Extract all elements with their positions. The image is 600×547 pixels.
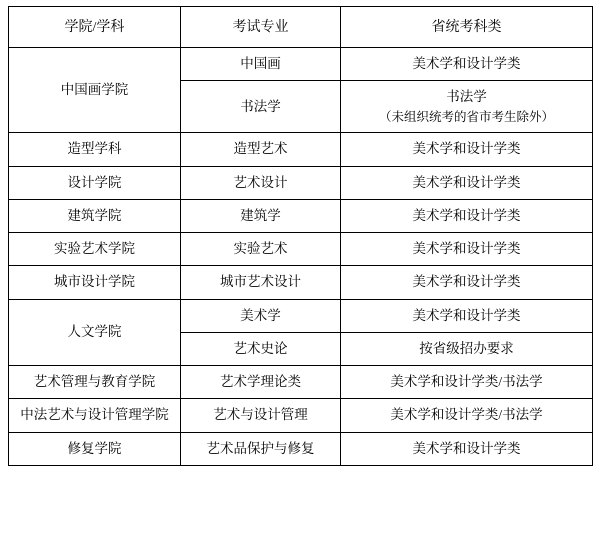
cell-major: 艺术品保护与修复 — [181, 432, 341, 465]
cell-category: 美术学和设计学类 — [341, 166, 593, 199]
table-body — [9, 48, 593, 466]
cell-category: 按省级招办要求 — [341, 332, 593, 365]
cell-college: 造型学科 — [9, 133, 181, 166]
category-line-primary: 书法学 — [446, 89, 487, 105]
cell-category: 美术学和设计学类 — [341, 432, 593, 465]
cell-major: 造型艺术 — [181, 133, 341, 166]
cell-major: 艺术设计 — [181, 166, 341, 199]
category-line-note: （未组织统考的省市考生除外） — [378, 109, 554, 124]
cell-major: 美术学 — [181, 299, 341, 332]
table-row — [9, 266, 593, 299]
cell-major: 实验艺术 — [181, 233, 341, 266]
table-row — [9, 366, 593, 399]
header-college: 学院/学科 — [9, 7, 181, 48]
cell-category: 美术学和设计学类 — [341, 133, 593, 166]
cell-category — [341, 81, 593, 133]
cell-major: 城市艺术设计 — [181, 266, 341, 299]
cell-major: 中国画 — [181, 48, 341, 81]
cell-college: 艺术管理与教育学院 — [9, 366, 181, 399]
table-row — [9, 166, 593, 199]
cell-college: 修复学院 — [9, 432, 181, 465]
table-row — [9, 133, 593, 166]
cell-major: 艺术史论 — [181, 332, 341, 365]
cell-major: 艺术与设计管理 — [181, 399, 341, 432]
cell-college: 设计学院 — [9, 166, 181, 199]
table-header — [9, 7, 593, 48]
cell-college: 城市设计学院 — [9, 266, 181, 299]
cell-major: 建筑学 — [181, 199, 341, 232]
table-header-row — [9, 7, 593, 48]
table-row — [9, 199, 593, 232]
cell-college: 建筑学院 — [9, 199, 181, 232]
table-row — [9, 299, 593, 332]
cell-category: 美术学和设计学类/书法学 — [341, 399, 593, 432]
header-category: 省统考科类 — [341, 7, 593, 48]
cell-college: 实验艺术学院 — [9, 233, 181, 266]
cell-major: 书法学 — [181, 81, 341, 133]
cell-college: 中国画学院 — [9, 48, 181, 133]
cell-category: 美术学和设计学类/书法学 — [341, 366, 593, 399]
cell-college: 中法艺术与设计管理学院 — [9, 399, 181, 432]
table-row — [9, 48, 593, 81]
table-row — [9, 432, 593, 465]
header-major: 考试专业 — [181, 7, 341, 48]
table-row — [9, 233, 593, 266]
table-row — [9, 399, 593, 432]
cell-category: 美术学和设计学类 — [341, 48, 593, 81]
cell-category: 美术学和设计学类 — [341, 233, 593, 266]
cell-college: 人文学院 — [9, 299, 181, 366]
cell-category: 美术学和设计学类 — [341, 199, 593, 232]
major-category-table — [8, 6, 593, 466]
cell-category: 美术学和设计学类 — [341, 299, 593, 332]
cell-major: 艺术学理论类 — [181, 366, 341, 399]
cell-category: 美术学和设计学类 — [341, 266, 593, 299]
